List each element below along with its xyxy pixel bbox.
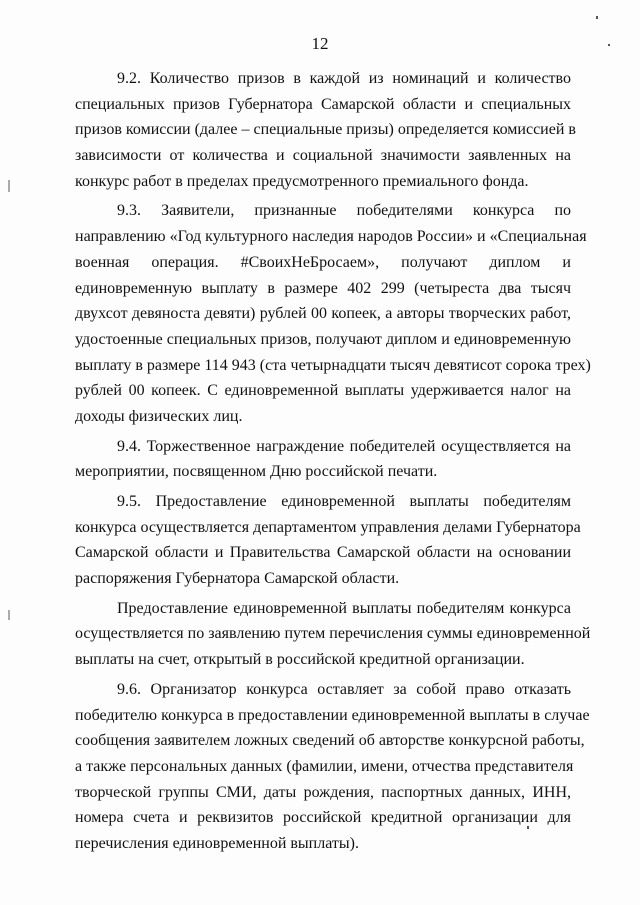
text-line: осуществляется по заявлению путем перечисления суммы единовременной bbox=[75, 625, 591, 643]
scan-speck bbox=[8, 610, 10, 620]
text-line: победителю конкурса в предоставлении единовременной выплаты в случае bbox=[75, 706, 590, 724]
paragraph-9-6 bbox=[75, 677, 590, 857]
text-line: 9.5. Предоставление единовременной выплаты победителям bbox=[117, 493, 571, 510]
text-line: Предоставление единовременной выплаты победителям конкурса bbox=[117, 599, 571, 617]
text-line: Самарской области и Правительства Самарской области на основании bbox=[75, 544, 571, 562]
text-line: распоряжения Губернатора Самарской области. bbox=[75, 570, 400, 588]
text-line: перечисления единовременной выплаты). bbox=[75, 834, 359, 852]
text-line: удостоенные специальных призов, получают диплом и единовременную bbox=[75, 330, 571, 348]
text-line: выплаты на счет, открытый в российской кредитной организации. bbox=[75, 651, 525, 669]
text-line: 9.3. Заявители, признанные победителями конкурса по bbox=[117, 202, 571, 220]
text-line: номера счета и реквизитов российской кредитной организации для bbox=[75, 809, 571, 827]
text-line: конкурс работ в пределах предусмотренного премиального фонда. bbox=[75, 172, 529, 190]
text-line: 9.2. Количество призов в каждой из номинаций и количество bbox=[117, 70, 571, 87]
page-number: 12 bbox=[311, 34, 329, 53]
paragraph-9-4 bbox=[75, 434, 571, 485]
text-line: доходы физических лиц. bbox=[75, 407, 243, 425]
scan-speck bbox=[8, 180, 10, 192]
text-line: направлению «Год культурного наследия народов России» и «Специальная bbox=[75, 228, 587, 246]
scan-speck bbox=[608, 44, 610, 46]
text-line: 9.6. Организатор конкурса оставляет за собой право отказать bbox=[117, 680, 571, 698]
text-line: призов комиссии (далее – специальные призы) определяется комиссией в bbox=[75, 121, 576, 139]
text-line: конкурса осуществляется департаментом управления делами Губернатора bbox=[75, 518, 581, 536]
text-line: сообщения заявителем ложных сведений об авторстве конкурсной работы, bbox=[75, 732, 585, 750]
text-line: зависимости от количества и социальной значимости заявленных на bbox=[75, 147, 571, 165]
text-line: военная операция. #СвоихНеБросаем», получают диплом и bbox=[75, 253, 571, 271]
scan-speck bbox=[596, 16, 598, 19]
text-line: 9.4. Торжественное награждение победителей осуществляется на bbox=[117, 437, 571, 455]
text-line: мероприятии, посвященном Дню российской печати. bbox=[75, 463, 438, 481]
text-line: специальных призов Губернатора Самарской области и специальных bbox=[75, 95, 571, 113]
scan-speck bbox=[527, 826, 529, 829]
text-line: двухсот девяноста девяти) рублей 00 копеек, а авторы творческих работ, bbox=[75, 305, 571, 323]
text-line: выплату в размере 114 943 (ста четырнадцати тысяч девятисот сорока трех) bbox=[75, 356, 591, 374]
document-body bbox=[75, 66, 591, 857]
paragraph-9-5-continued bbox=[75, 596, 591, 673]
paragraph-9-2 bbox=[75, 66, 576, 194]
text-line: а также персональных данных (фамилии, имени, отчества представителя bbox=[75, 757, 574, 775]
text-line: рублей 00 копеек. С единовременной выплаты удерживается налог на bbox=[75, 382, 571, 400]
paragraph-9-5 bbox=[75, 489, 581, 592]
text-line: единовременную выплату в размере 402 299 (четыреста два тысяч bbox=[75, 279, 571, 297]
paragraph-9-3 bbox=[75, 198, 591, 429]
text-line: творческой группы СМИ, даты рождения, паспортных данных, ИНН, bbox=[75, 783, 571, 801]
